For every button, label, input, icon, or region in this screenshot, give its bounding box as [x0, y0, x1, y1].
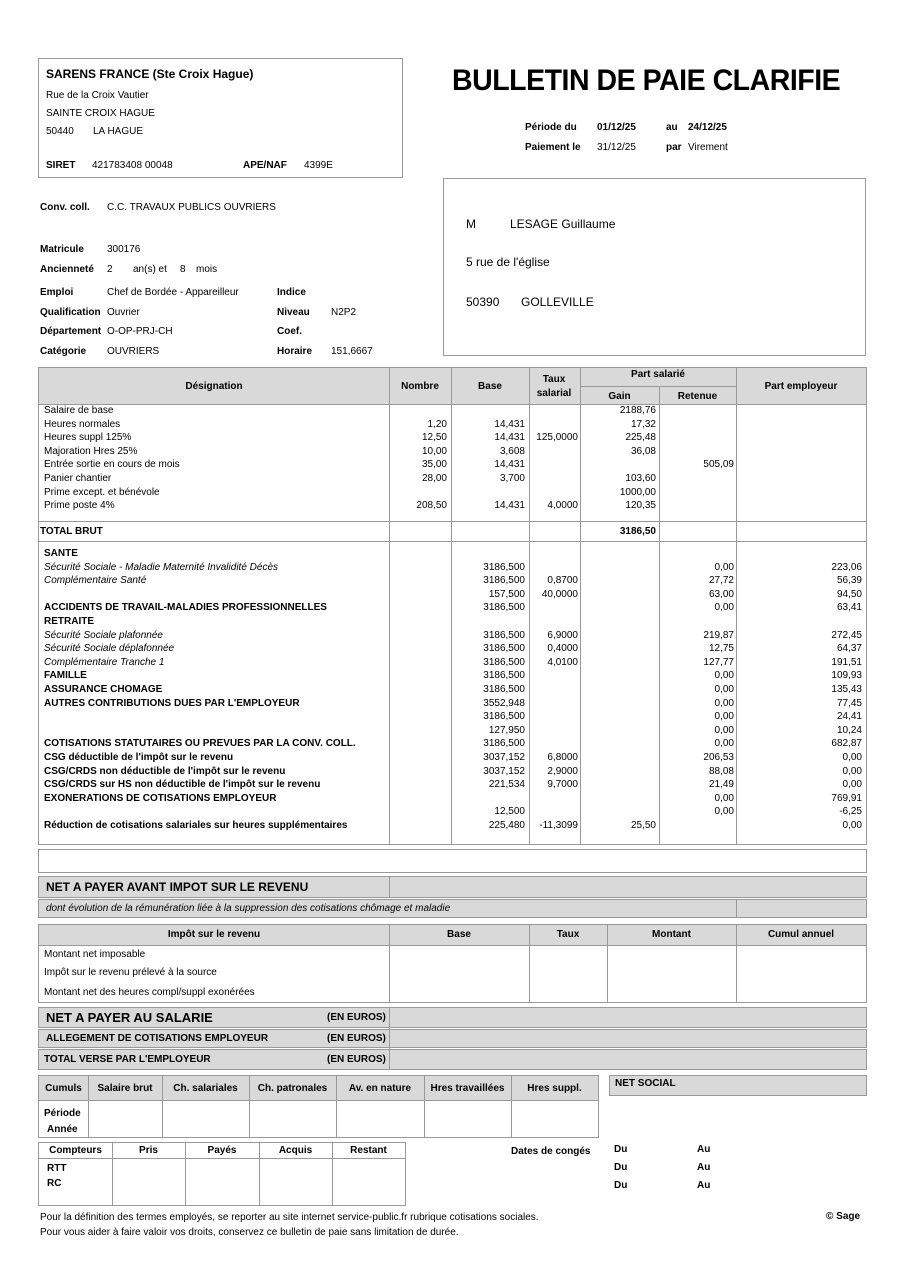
table-cell: 0,00 [714, 697, 734, 709]
net-payer-label: NET A PAYER AU SALARIE [46, 1010, 213, 1025]
pay-date-label: Paiement le [525, 142, 581, 153]
cotis.designation-column [44, 547, 389, 832]
table-cell [529, 697, 578, 711]
net-social-label: NET SOCIAL [615, 1078, 676, 1089]
table-cell: 77,45 [836, 697, 862, 709]
table-cell [529, 601, 578, 615]
table-cell [529, 458, 578, 472]
siret-label: SIRET [46, 160, 76, 171]
table-cell [580, 561, 656, 575]
table-cell [580, 642, 656, 656]
table-cell [580, 656, 656, 670]
table-cell [451, 792, 525, 806]
evolution-label: dont évolution de la rémunération liée à la suppression des cotisations chômage et maladie [46, 903, 451, 914]
table-cell: 0,00 [842, 751, 862, 763]
table-cell: 3186,500 [483, 656, 525, 668]
table-cell: CSG déductible de l'impôt sur le revenu [44, 751, 234, 763]
horaire-value: 151,6667 [331, 346, 373, 357]
table-cell: 24,41 [836, 711, 862, 723]
table-cell [529, 561, 578, 575]
table-cell [580, 669, 656, 683]
employee-postcode: 50390 [466, 295, 500, 309]
gains.gain-column [580, 404, 656, 513]
table-cell: FAMILLE [44, 670, 87, 682]
col-designation: Désignation [185, 381, 243, 392]
table-cell [44, 710, 389, 724]
conv-label: Conv. coll. [40, 202, 90, 213]
table-cell: ACCIDENTS DE TRAVAIL-MALADIES PROFESSIONNELLES [44, 602, 327, 614]
compteurs-h2: Payés [207, 1145, 237, 1156]
col-retenue: Retenue [677, 391, 718, 402]
col-base: Base [478, 381, 502, 392]
cumuls-h4: Av. en nature [348, 1083, 412, 1094]
table-cell: 6,8000 [547, 751, 578, 763]
table-cell [580, 697, 656, 711]
impot-h4: Montant [652, 929, 691, 940]
table-cell: 103,60 [625, 472, 656, 484]
col-part-salarie: Part salarié [631, 369, 685, 380]
table-cell: Sécurité Sociale - Maladie Maternité Invalidité Décès [44, 561, 278, 573]
table-cell: 3037,152 [483, 751, 525, 763]
table-cell [389, 486, 447, 500]
table-cell [580, 778, 656, 792]
table-cell: EXONERATIONS DE COTISATIONS EMPLOYEUR [44, 792, 277, 804]
employee-street: 5 rue de l'église [466, 255, 550, 269]
table-cell [736, 615, 862, 629]
table-cell: 0,4000 [547, 643, 578, 655]
table-cell [44, 588, 389, 602]
table-cell: 0,00 [714, 792, 734, 804]
employer-street: Rue de la Croix Vautier [46, 90, 149, 101]
table-cell [659, 418, 734, 432]
table-cell: 125,0000 [536, 432, 578, 444]
table-cell: 0,00 [714, 670, 734, 682]
table-cell: 12,50 [421, 432, 447, 444]
col-nombre: Nombre [401, 381, 439, 392]
total-verse-label: TOTAL VERSE PAR L'EMPLOYEUR [44, 1054, 211, 1065]
table-cell [659, 486, 734, 500]
table-cell [580, 601, 656, 615]
table-cell [529, 472, 578, 486]
table-cell: 4,0100 [547, 656, 578, 668]
table-cell: 0,00 [714, 561, 734, 573]
conges-au-1: Au [697, 1144, 711, 1155]
table-cell: 120,35 [625, 500, 656, 512]
table-cell: 2188,76 [619, 405, 656, 416]
table-cell [529, 792, 578, 806]
cumuls-h1: Salaire brut [97, 1083, 153, 1094]
ape-value: 4399E [304, 160, 333, 171]
siret-value: 421783408 00048 [92, 160, 173, 171]
employee-town: GOLLEVILLE [521, 295, 594, 309]
table-cell: 10,24 [836, 724, 862, 736]
table-cell: 14,431 [494, 432, 525, 444]
anciennete-label: Ancienneté [40, 264, 94, 275]
table-cell [451, 486, 525, 500]
table-cell: Sécurité Sociale plafonnée [44, 629, 163, 641]
horaire-label: Horaire [277, 346, 313, 357]
table-cell: 272,45 [831, 629, 862, 641]
table-cell: 27,72 [708, 575, 734, 587]
table-cell: 36,08 [630, 445, 656, 457]
cotis.base-column [451, 547, 525, 832]
table-cell [529, 547, 578, 561]
table-cell: 3,608 [499, 445, 525, 457]
table-cell: 127,950 [488, 724, 525, 736]
table-cell: 223,06 [831, 561, 862, 573]
table-cell: 0,00 [714, 724, 734, 736]
total-brut-value: 3186,50 [619, 526, 656, 537]
matricule-value: 300176 [107, 244, 141, 255]
compteurs-rc: RC [47, 1178, 62, 1189]
allegement-label: ALLEGEMENT DE COTISATIONS EMPLOYEUR [46, 1033, 269, 1044]
table-cell [659, 499, 734, 513]
table-cell: CSG/CRDS sur HS non déductible de l'impôt sur le revenu [44, 779, 321, 791]
conges-du-3: Du [614, 1180, 628, 1191]
table-cell: 3552,948 [483, 697, 525, 709]
footer-line-1: Pour la définition des termes employés, se reporter au site internet service-public.fr rubrique cotisations sociales. [40, 1212, 539, 1223]
cat-value: OUVRIERS [107, 346, 160, 357]
table-cell [659, 445, 734, 459]
anciennete-end: mois [196, 264, 218, 275]
table-cell [44, 724, 389, 738]
table-cell: 3186,500 [483, 629, 525, 641]
table-cell: 225,480 [488, 819, 525, 831]
table-cell: 221,534 [488, 779, 525, 791]
footer-line-2: Pour vous aider à faire valoir vos droits, conservez ce bulletin de paie sans limitation de durée. [40, 1227, 459, 1238]
compteurs-h0: Compteurs [49, 1145, 102, 1156]
table-cell [529, 404, 578, 418]
table-cell: Prime except. et bénévole [44, 486, 160, 498]
table-cell: 3,700 [499, 472, 525, 484]
coef-label: Coef. [277, 326, 302, 337]
table-cell: 12,500 [494, 806, 525, 818]
table-cell [659, 819, 734, 833]
impot-r3: Montant net des heures compl/suppl exonérées [44, 987, 255, 998]
cotis.gain-column [580, 547, 656, 832]
table-cell: 682,87 [831, 738, 862, 750]
anciennete-months: 8 [180, 264, 186, 275]
table-cell: 191,51 [831, 656, 862, 668]
emploi-value: Chef de Bordée - Appareilleur [107, 287, 239, 298]
table-cell: 1,20 [427, 418, 447, 430]
table-cell: 21,49 [708, 779, 734, 791]
table-cell: Entrée sortie en cours de mois [44, 459, 180, 471]
employer-city: SAINTE CROIX HAGUE [46, 108, 155, 119]
period-to-label: au [666, 122, 678, 133]
cotis.taux-column [529, 547, 578, 832]
table-cell: 12,75 [708, 643, 734, 655]
col-part-employeur: Part employeur [764, 381, 838, 392]
impot-h3: Taux [556, 929, 580, 940]
impot-r1: Montant net imposable [44, 949, 146, 960]
table-cell: 0,00 [842, 779, 862, 791]
table-cell: 219,87 [703, 629, 734, 641]
table-cell: -11,3099 [539, 819, 578, 831]
cat-label: Catégorie [40, 346, 87, 357]
table-cell: 3037,152 [483, 765, 525, 777]
cumuls-periode: Période [44, 1108, 81, 1119]
table-cell [529, 669, 578, 683]
table-cell: 135,43 [831, 683, 862, 695]
table-cell: 14,431 [494, 459, 525, 471]
table-cell [44, 805, 389, 819]
cumuls-h0: Cumuls [45, 1083, 82, 1094]
table-cell: COTISATIONS STATUTAIRES OU PREVUES PAR LA CONV. COLL. [44, 738, 356, 750]
table-cell: 63,00 [708, 588, 734, 600]
table-cell [580, 737, 656, 751]
conges-au-3: Au [697, 1180, 711, 1191]
impot-h5: Cumul annuel [767, 929, 835, 940]
table-cell [529, 710, 578, 724]
conges-au-2: Au [697, 1162, 711, 1173]
col-gain: Gain [608, 391, 631, 402]
table-cell [529, 418, 578, 432]
table-cell: Heures normales [44, 418, 121, 430]
table-cell: 3186,500 [483, 738, 525, 750]
table-cell [580, 458, 656, 472]
employee-name: LESAGE Guillaume [510, 217, 616, 231]
gains.taux-column [529, 404, 578, 513]
table-cell: 28,00 [421, 472, 447, 484]
conges-du-2: Du [614, 1162, 628, 1173]
table-cell: 157,500 [488, 588, 525, 600]
cotis.retenue-column [659, 547, 734, 832]
table-cell: Majoration Hres 25% [44, 445, 138, 457]
table-cell [451, 547, 525, 561]
table-cell: 3186,500 [483, 643, 525, 655]
table-cell [580, 615, 656, 629]
table-cell [580, 629, 656, 643]
period-from: 01/12/25 [597, 122, 636, 133]
table-cell: Complémentaire Santé [44, 575, 147, 587]
table-cell: 0,00 [842, 765, 862, 777]
table-cell: RETRAITE [44, 615, 94, 627]
table-cell: 6,9000 [547, 629, 578, 641]
page-title: BULLETIN DE PAIE CLARIFIE [452, 64, 841, 97]
niveau-label: Niveau [277, 307, 310, 318]
table-cell: 0,00 [714, 602, 734, 614]
table-cell [659, 431, 734, 445]
table-cell [659, 472, 734, 486]
conges-label: Dates de congés [511, 1146, 591, 1157]
table-cell: CSG/CRDS non déductible de l'impôt sur le revenu [44, 765, 286, 777]
table-cell [529, 445, 578, 459]
table-cell [580, 547, 656, 561]
anciennete-years: 2 [107, 264, 113, 275]
gains.designation-column [44, 404, 384, 513]
table-cell: 0,00 [714, 711, 734, 723]
table-cell: 109,93 [831, 670, 862, 682]
table-cell [580, 710, 656, 724]
niveau-value: N2P2 [331, 307, 357, 318]
table-cell: 56,39 [836, 575, 862, 587]
compteurs-h1: Pris [139, 1145, 158, 1156]
table-cell [580, 765, 656, 779]
table-cell: 505,09 [703, 459, 734, 471]
gains.nombre-column [389, 404, 447, 513]
table-cell: 4,0000 [547, 500, 578, 512]
net-payer-unit: (EN EUROS) [327, 1012, 386, 1023]
table-cell: 0,8700 [547, 575, 578, 587]
table-cell: 769,91 [831, 792, 862, 804]
matricule-label: Matricule [40, 244, 84, 255]
cotis.employeur-column [736, 547, 862, 832]
allegement-unit: (EN EUROS) [327, 1033, 386, 1044]
table-cell: 3186,500 [483, 575, 525, 587]
table-cell: 3186,500 [483, 561, 525, 573]
table-cell: 35,00 [421, 459, 447, 471]
table-cell [580, 724, 656, 738]
table-cell: 3186,500 [483, 683, 525, 695]
emploi-label: Emploi [40, 287, 74, 298]
table-cell: 2,9000 [547, 765, 578, 777]
table-cell: 225,48 [625, 432, 656, 444]
table-cell: Panier chantier [44, 472, 112, 484]
table-cell [580, 683, 656, 697]
indice-label: Indice [277, 287, 306, 298]
table-cell [580, 792, 656, 806]
table-cell: Prime poste 4% [44, 500, 115, 512]
employer-postcode: 50440 [46, 126, 74, 137]
cumuls-annee: Année [47, 1124, 78, 1135]
employer-town: LA HAGUE [93, 126, 144, 137]
table-cell: 9,7000 [547, 779, 578, 791]
table-cell: 63,41 [836, 602, 862, 614]
total-brut-label: TOTAL BRUT [40, 526, 103, 537]
table-cell: 3186,500 [483, 711, 525, 723]
total-verse-unit: (EN EUROS) [327, 1054, 386, 1065]
table-cell: SANTE [44, 548, 78, 559]
conv-value: C.C. TRAVAUX PUBLICS OUVRIERS [107, 202, 276, 213]
table-cell [529, 486, 578, 500]
table-cell [736, 547, 862, 561]
compteurs-h3: Acquis [278, 1145, 313, 1156]
impot-h1: Impôt sur le revenu [167, 929, 261, 940]
gains.retenue-column [659, 404, 734, 513]
table-cell: 25,50 [630, 819, 656, 831]
period-from-label: Période du [525, 122, 577, 133]
table-cell: 94,50 [836, 588, 862, 600]
table-cell [580, 805, 656, 819]
table-cell [451, 615, 525, 629]
table-cell: 3186,500 [483, 670, 525, 682]
table-cell [451, 404, 525, 418]
impot-r2: Impôt sur le revenu prélevé à la source [44, 967, 217, 978]
table-cell [580, 588, 656, 602]
compteurs-h4: Restant [350, 1145, 387, 1156]
impot-h2: Base [447, 929, 471, 940]
net-avant-impot-label: NET A PAYER AVANT IMPOT SUR LE REVENU [46, 880, 309, 894]
table-cell [659, 615, 734, 629]
table-cell [659, 404, 734, 418]
cumuls-h2: Ch. salariales [173, 1083, 238, 1094]
table-cell: ASSURANCE CHOMAGE [44, 683, 163, 695]
table-cell: 64,37 [836, 643, 862, 655]
sage-mark: © Sage [826, 1211, 861, 1222]
period-to: 24/12/25 [688, 122, 727, 133]
table-cell: Réduction de cotisations salariales sur heures supplémentaires [44, 819, 348, 831]
employer-name: SARENS FRANCE (Ste Croix Hague) [46, 67, 254, 81]
gains.base-column [451, 404, 525, 513]
pay-by: Virement [688, 142, 728, 153]
table-cell: 127,77 [703, 656, 734, 668]
ape-label: APE/NAF [243, 160, 287, 171]
cumuls-h3: Ch. patronales [257, 1083, 328, 1094]
table-cell: Complémentaire Tranche 1 [44, 656, 165, 668]
table-cell: 10,00 [421, 445, 447, 457]
dept-value: O-OP-PRJ-CH [107, 326, 173, 337]
table-cell: 88,08 [708, 765, 734, 777]
pay-date: 31/12/25 [597, 142, 636, 153]
employee-civ: M [466, 217, 476, 231]
table-cell: 0,00 [714, 738, 734, 750]
table-cell: 208,50 [416, 500, 447, 512]
table-cell: 0,00 [714, 683, 734, 695]
table-cell [529, 683, 578, 697]
table-cell: Heures suppl 125% [44, 432, 132, 444]
conges-du-1: Du [614, 1144, 628, 1155]
table-cell: -6,25 [839, 806, 862, 818]
compteurs-rtt: RTT [47, 1163, 67, 1174]
pay-by-label: par [666, 142, 682, 153]
table-cell [389, 404, 447, 418]
table-cell: 14,431 [494, 500, 525, 512]
table-cell: 3186,500 [483, 602, 525, 614]
table-cell: 206,53 [703, 751, 734, 763]
table-cell [659, 547, 734, 561]
qualif-value: Ouvrier [107, 307, 140, 318]
table-cell: 1000,00 [619, 486, 656, 498]
table-cell: AUTRES CONTRIBUTIONS DUES PAR L'EMPLOYEUR [44, 697, 300, 709]
table-cell [529, 737, 578, 751]
table-cell: 0,00 [842, 819, 862, 831]
anciennete-mid: an(s) et [133, 264, 167, 275]
table-cell [580, 574, 656, 588]
table-cell: Salaire de base [44, 405, 114, 416]
cumuls-h5: Hres travaillées [430, 1083, 505, 1094]
table-cell [529, 805, 578, 819]
table-cell [580, 751, 656, 765]
table-cell [529, 615, 578, 629]
table-cell: 0,00 [714, 806, 734, 818]
table-cell: 17,32 [630, 418, 656, 430]
table-cell: 14,431 [494, 418, 525, 430]
spacer-box [38, 849, 867, 873]
cumuls-h6: Hres suppl. [527, 1083, 582, 1094]
qualif-label: Qualification [40, 307, 101, 318]
table-cell: Sécurité Sociale déplafonnée [44, 643, 175, 655]
table-cell [529, 724, 578, 738]
table-cell: 40,0000 [541, 588, 578, 600]
dept-label: Département [40, 326, 102, 337]
col-taux: Taux salarial [536, 374, 572, 399]
